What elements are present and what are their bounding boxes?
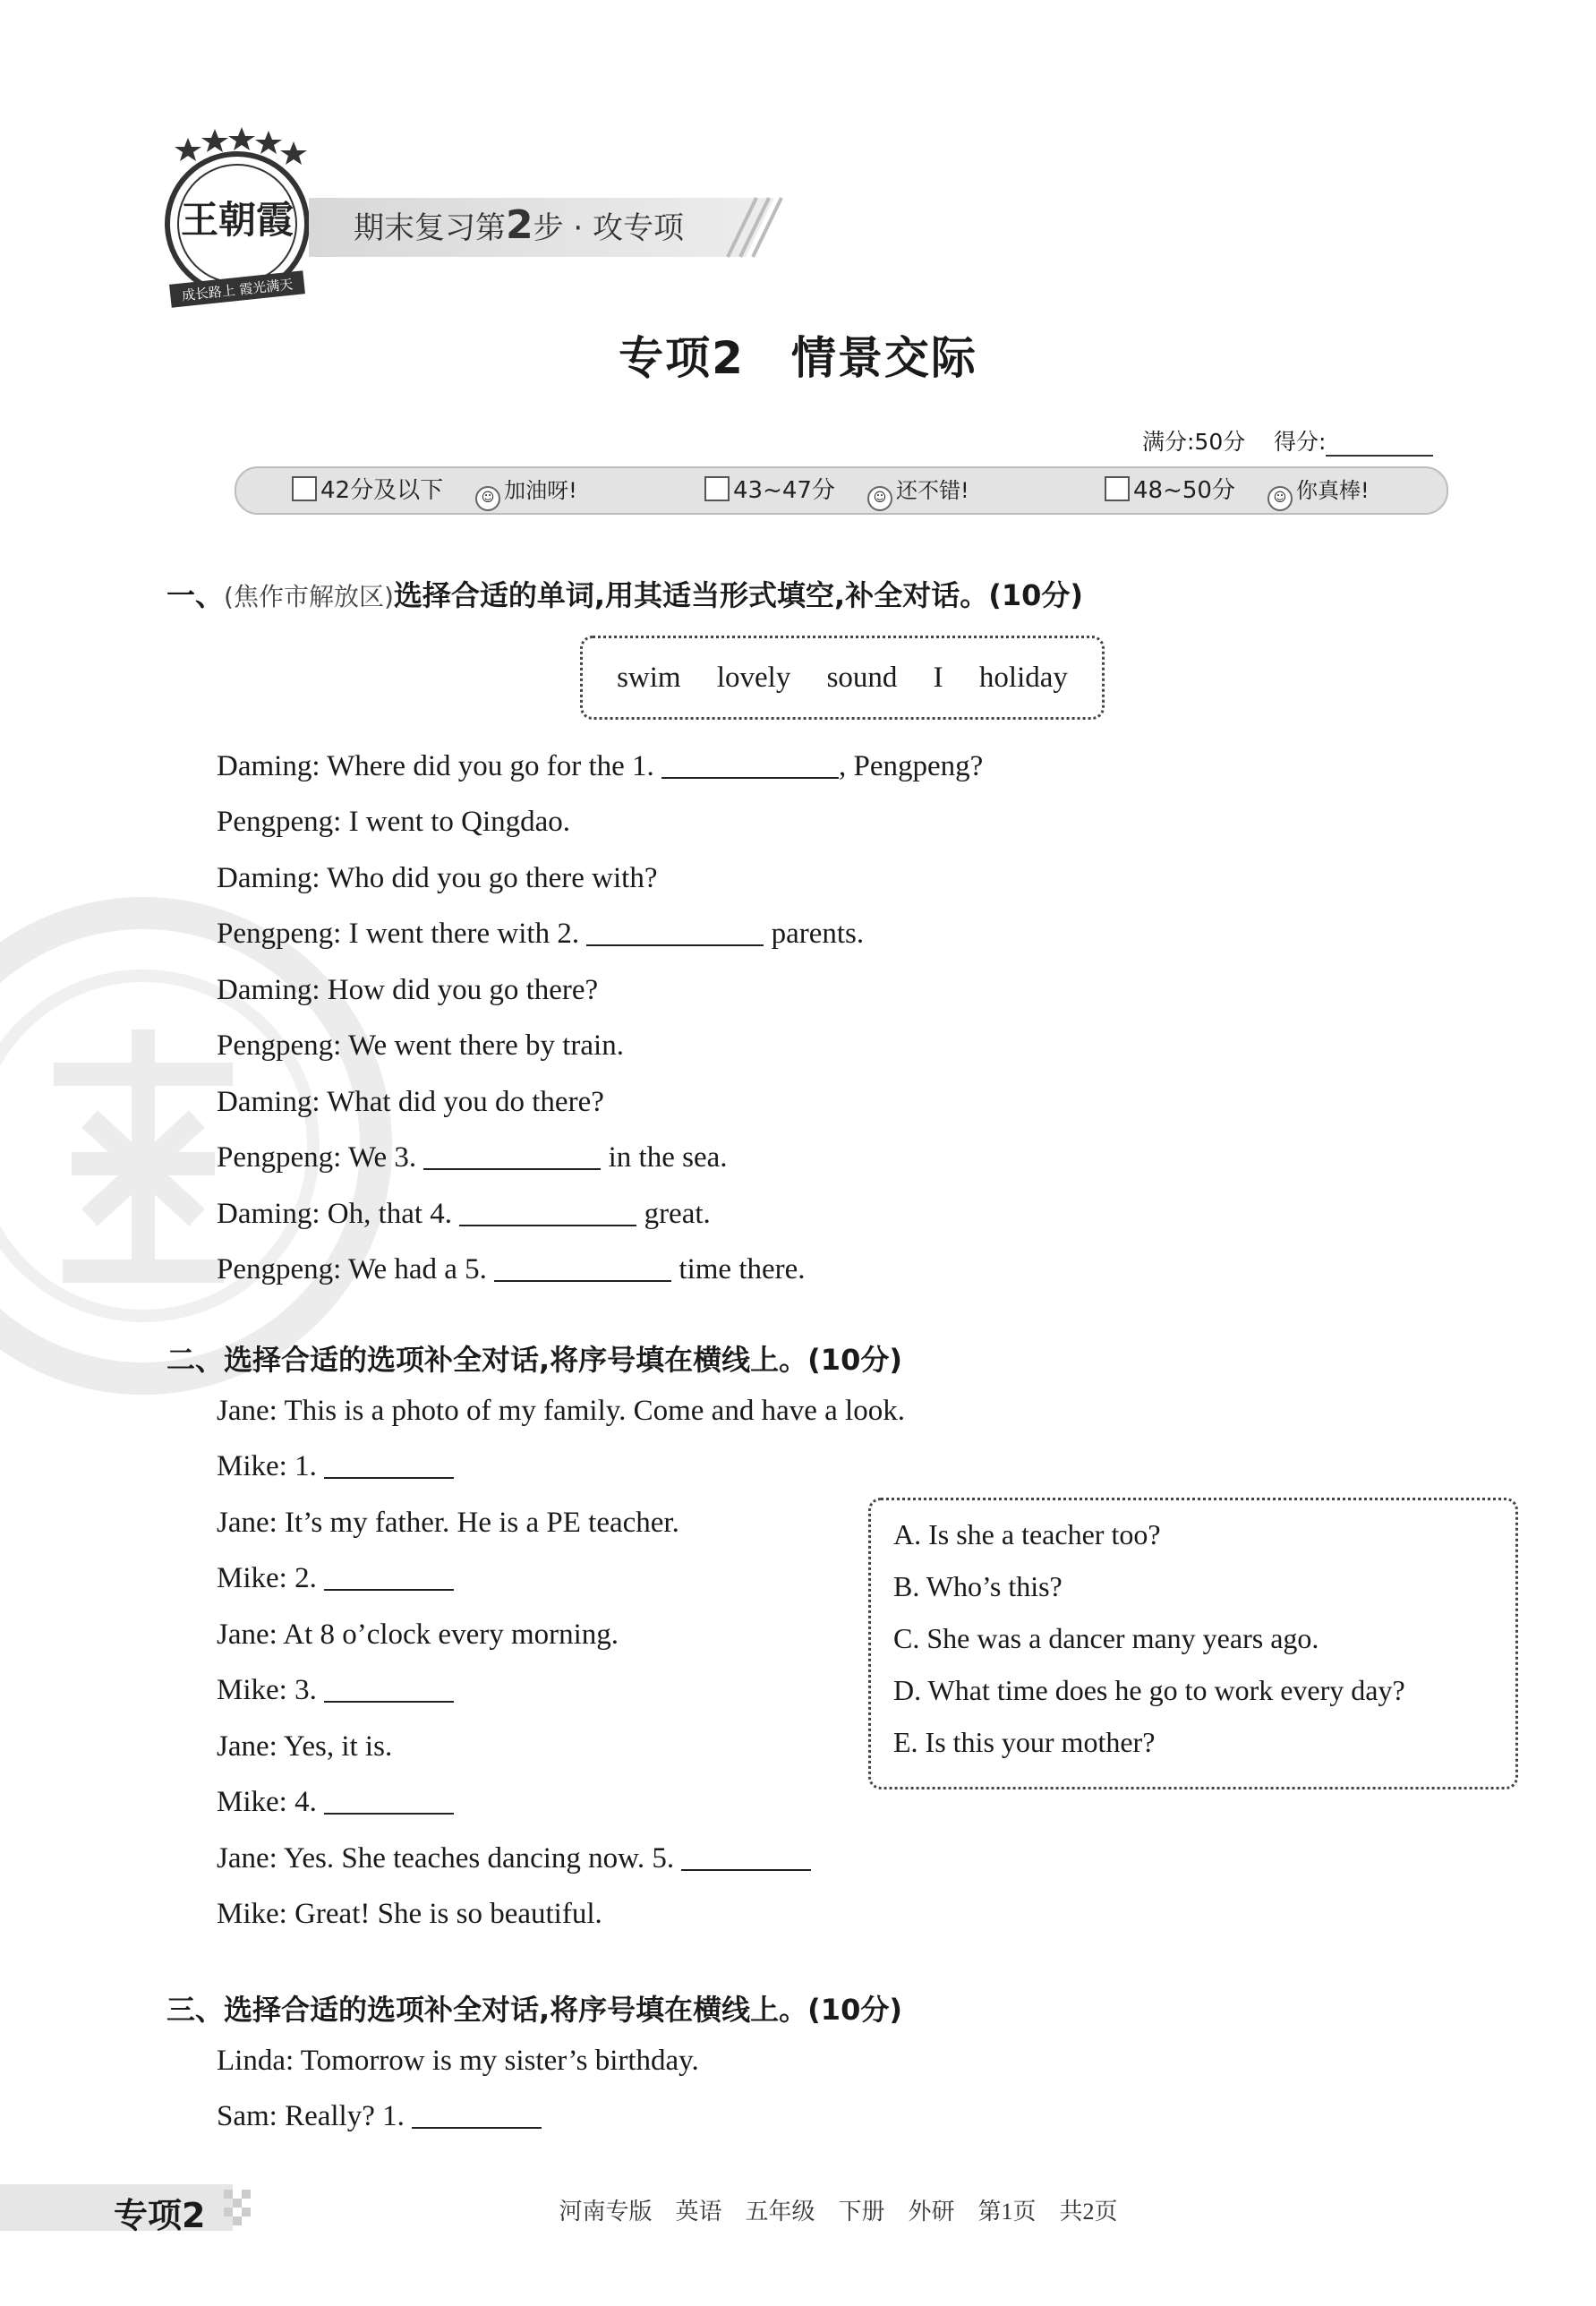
dialogue-line: Daming: Who did you go there with? bbox=[217, 862, 658, 894]
option-e: E. Is this your mother? bbox=[893, 1726, 1156, 1758]
section-2-heading: 二、选择合适的选项补全对话,将序号填在横线上。(10分) bbox=[166, 1343, 902, 1377]
svg-text:王朝霞: 王朝霞 bbox=[180, 198, 294, 242]
answer-blank[interactable] bbox=[681, 1842, 811, 1871]
dialogue-line: Daming: Where did you go for the 1. , Pengpeng? bbox=[217, 750, 984, 782]
option-c: C. She was a dancer many years ago. bbox=[893, 1622, 1319, 1654]
answer-blank[interactable] bbox=[586, 918, 764, 946]
step-banner-text: 期末复习第2步 · 攻专项 bbox=[354, 202, 685, 248]
answer-blank[interactable] bbox=[412, 2100, 542, 2129]
dialogue-line: Pengpeng: I went to Qingdao. bbox=[217, 806, 571, 838]
checkbox[interactable] bbox=[292, 476, 317, 501]
dialogue-line: Mike: Great! She is so beautiful. bbox=[217, 1898, 602, 1930]
section-3-heading: 三、选择合适的选项补全对话,将序号填在横线上。(10分) bbox=[166, 1993, 902, 2027]
answer-blank[interactable] bbox=[324, 1674, 454, 1703]
section-1-heading: 一、(焦作市解放区)选择合适的单词,用其适当形式填空,补全对话。(10分) bbox=[166, 578, 1083, 612]
dialogue-line: Mike: 3. bbox=[217, 1674, 454, 1707]
options-box bbox=[868, 1498, 1518, 1789]
option-b: B. Who’s this? bbox=[893, 1570, 1063, 1602]
answer-blank[interactable] bbox=[423, 1141, 601, 1170]
answer-blank[interactable] bbox=[494, 1253, 671, 1282]
svg-text:成长路上 霞光满天: 成长路上 霞光满天 bbox=[181, 276, 294, 304]
grade-item: 43~47分 ☺ 还不错! bbox=[704, 468, 969, 513]
dialogue-line: Daming: How did you go there? bbox=[217, 974, 599, 1006]
checkbox[interactable] bbox=[1105, 476, 1130, 501]
dialogue-line: Daming: What did you do there? bbox=[217, 1086, 604, 1118]
dialogue-line: Jane: Yes, it is. bbox=[217, 1730, 393, 1763]
dialogue-line: Jane: At 8 o’clock every morning. bbox=[217, 1618, 619, 1651]
smiley-icon: ☺ bbox=[867, 486, 892, 511]
smiley-icon: ☺ bbox=[475, 486, 500, 511]
dialogue-line: Linda: Tomorrow is my sister’s birthday. bbox=[217, 2045, 699, 2077]
option-d: D. What time does he go to work every day? bbox=[893, 1674, 1405, 1706]
footer-label: 专项2 bbox=[114, 2196, 206, 2235]
dialogue-line: Pengpeng: We 3. in the sea. bbox=[217, 1141, 728, 1174]
brand-logo bbox=[152, 125, 322, 309]
score-field[interactable] bbox=[1326, 433, 1433, 457]
grade-item: 42分及以下 ☺ 加油呀! bbox=[292, 468, 577, 513]
word-bank bbox=[580, 636, 1105, 720]
dialogue-line: Jane: It’s my father. He is a PE teacher. bbox=[217, 1507, 679, 1539]
grade-item: 48~50分 ☺ 你真棒! bbox=[1105, 468, 1370, 513]
dialogue-line: Jane: Yes. She teaches dancing now. 5. bbox=[217, 1842, 811, 1875]
answer-blank[interactable] bbox=[324, 1786, 454, 1815]
checkbox[interactable] bbox=[704, 476, 730, 501]
word-item: holiday bbox=[978, 662, 1068, 694]
grade-bar bbox=[235, 466, 1448, 515]
dialogue-line: Sam: Really? 1. bbox=[217, 2100, 542, 2133]
word-item: swim bbox=[617, 662, 681, 694]
dialogue-line: Mike: 4. bbox=[217, 1786, 454, 1819]
answer-blank[interactable] bbox=[324, 1562, 454, 1591]
word-item: I bbox=[933, 662, 943, 694]
score-line bbox=[1142, 424, 1433, 457]
dialogue-line: Pengpeng: We had a 5. time there. bbox=[217, 1253, 806, 1285]
answer-blank[interactable] bbox=[661, 750, 839, 779]
full-score: 满分:50分 bbox=[1142, 429, 1246, 455]
dialogue-line: Pengpeng: I went there with 2. parents. bbox=[217, 918, 865, 950]
dialogue-line: Mike: 1. bbox=[217, 1450, 454, 1483]
dialogue-line: Daming: Oh, that 4. great. bbox=[217, 1198, 711, 1230]
answer-blank[interactable] bbox=[324, 1450, 454, 1479]
page-title: 专项2 情景交际 bbox=[619, 332, 977, 384]
word-item: lovely bbox=[716, 662, 791, 694]
dialogue-line: Pengpeng: We went there by train. bbox=[217, 1029, 624, 1062]
dialogue-line: Jane: This is a photo of my family. Come and have a look. bbox=[217, 1395, 905, 1427]
word-item: sound bbox=[826, 662, 898, 694]
score-label: 得分: bbox=[1274, 429, 1327, 455]
footer-info: 河南专版 英语 五年级 下册 外研 第1页 共2页 bbox=[559, 2199, 1118, 2225]
dialogue-line: Mike: 2. bbox=[217, 1562, 454, 1595]
option-a: A. Is she a teacher too? bbox=[893, 1518, 1161, 1550]
smiley-icon: ☺ bbox=[1267, 486, 1293, 511]
answer-blank[interactable] bbox=[459, 1198, 636, 1226]
